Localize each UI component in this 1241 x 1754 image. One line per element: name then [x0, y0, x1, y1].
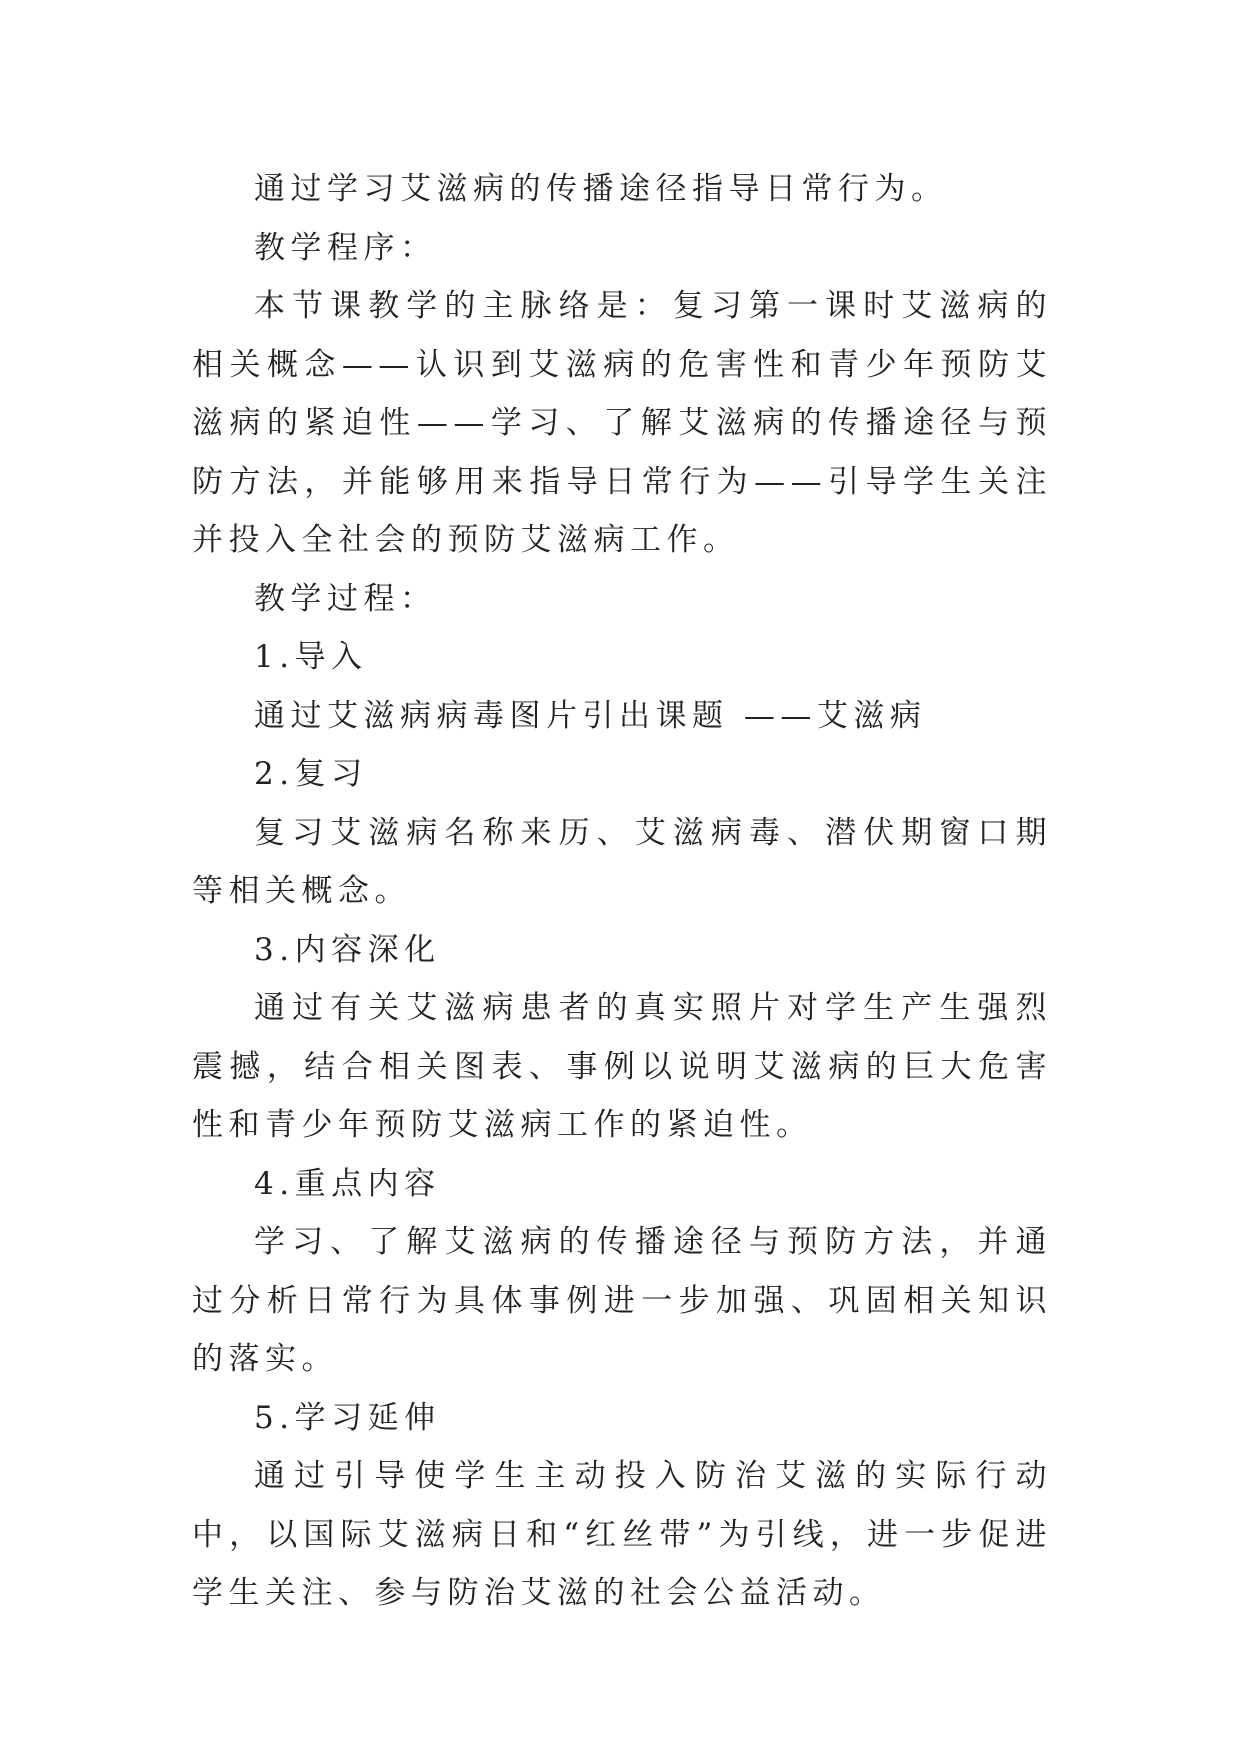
- paragraph-step-1: 通过艾滋病病毒图片引出课题 ——艾滋病: [254, 697, 927, 734]
- heading-teaching-process: 教学过程：: [254, 580, 437, 617]
- heading-teaching-procedure: 教学程序：: [254, 229, 437, 266]
- paragraph-intro-goal: 通过学习艾滋病的传播途径指导日常行为。: [254, 171, 948, 207]
- heading-step-3: 3.内容深化: [254, 931, 441, 968]
- heading-step-4: 4.重点内容: [254, 1165, 441, 1202]
- heading-step-2: 2.复习: [254, 756, 368, 792]
- paragraph-step-4: 学习、了解艾滋病的传播途径与预防方法，并通过分析日常行为具体事例进一步加强、巩固相关知识的落实。: [192, 1224, 1052, 1377]
- paragraph-step-3: 通过有关艾滋病患者的真实照片对学生产生强烈震撼，结合相关图表、事例以说明艾滋病的巨大危害性和青少年预防艾滋病工作的紧迫性。: [192, 990, 1052, 1143]
- paragraph-step-5: 通过引导使学生主动投入防治艾滋的实际行动中，以国际艾滋病日和“红丝带”为引线，进一步促进学生关注、参与防治艾滋的社会公益活动。: [192, 1458, 1052, 1611]
- heading-step-1: 1.导入: [254, 639, 368, 675]
- document-body: [192, 160, 1052, 1623]
- heading-step-5: 5.学习延伸: [254, 1399, 441, 1436]
- paragraph-step-2: 复习艾滋病名称来历、艾滋病毒、潜伏期窗口期等相关概念。: [192, 814, 1052, 909]
- paragraph-procedure-outline: 本节课教学的主脉络是：复习第一课时艾滋病的相关概念——认识到艾滋病的危害性和青少年预防艾滋病的紧迫性——学习、了解艾滋病的传播途径与预防方法，并能够用来指导日常行为——引导学生关注并投入全社会的预防艾滋病工作。: [192, 288, 1052, 558]
